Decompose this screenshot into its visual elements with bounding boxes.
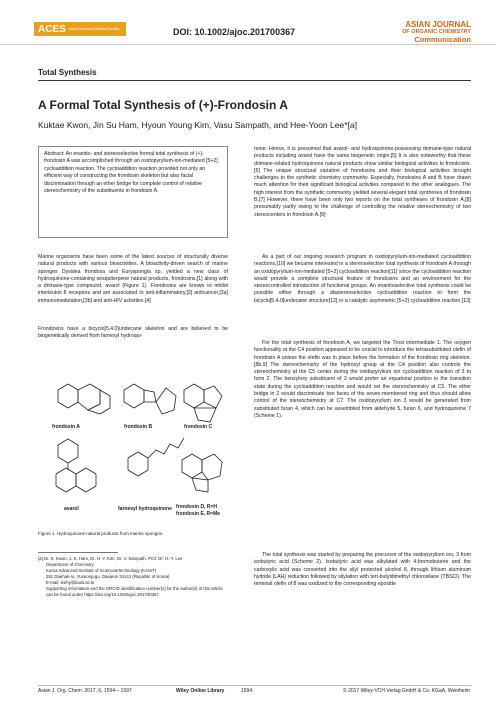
journal-name-line2: OF ORGANIC CHEMISTRY (402, 29, 471, 35)
figure-1 (38, 370, 228, 525)
author-list: Kuktae Kwon, Jin Su Ham, Hyoun Young Kim, Vasu Sampath, and Hee-Yoon Lee*[a] (38, 120, 357, 130)
footnote-line: [a] Dr. K. Kwon, J. S. Ham, Dr. H. Y. Kim, Dr. V. Sampath, Prof. Dr. H.-Y. Lee (38, 556, 183, 561)
frondosin-d-ring-2 (202, 454, 222, 480)
frondosin-d-ring-3 (192, 478, 208, 492)
right-paragraph-1: none. Hence, it is presumed that avarol- and hydroquinone-possessing drimane-type natural products including avarol have the same biogenetic origin.[5] It is also noteworthy that these drimane-related hydroquinone natural products show similar biological activities to frondosins.[6] The unique structural variation of frondosins and their biological activities brought challenges to the synthetic chemistry community. Especially, frondosins A and B have drawn much attention for their significant biological activities compared to the other analogues. The high interest from the synthetic community yielded several elegant total syntheses of frondosin B.[7] However, there have been only two reports on the total syntheses of frondosin A,[8] presumably partly owing to the challenge of controlling the relative stereochemistry of two stereocenters in frondosin A.[9] (254, 146, 471, 218)
article-title: A Formal Total Synthesis of (+)-Frondosin A (38, 98, 288, 112)
footnote-line: E-mail: leehy@kaist.ac.kr (46, 580, 95, 585)
header-divider (0, 44, 496, 45)
frondosin-b-ring-2 (144, 390, 156, 402)
farnesyl-chain (148, 438, 184, 458)
avarol-ring-2 (56, 468, 76, 492)
right-paragraph-2: As a part of our ongoing research program in oxidopyrylium-ion-mediated cycloaddition reactions,[10] we became interested in a stereoselective total synthesis of frondosin A through an oxidopyrylium-ion-mediated [5+2] cycloaddition reaction[11] since the cycloaddition reaction would provide a complete structural feature of frondosins and an environment for the stereocontrolled introduction of functional groups. An enantioselective total synthesis could be possible either through a diastereoselective cycloaddition reaction to form the bicyclo[5.4.0]undecane structure[12] or a catalytic asymmetric [5+2] cycloaddition reaction.[13] (254, 254, 471, 304)
right-paragraph-3: For the total synthesis of frondosin A, we targeted the Trost intermediate 1. The oxygen functionality at the C4 position appeared to be crucial to introduce the tetrasubstituted olefin of frondosin A unless the olefin was in place before the formation of the frondosin ring skeleton.[8b,9] The stereochemistry of the hydroxyl group at the C4 position also controls the stereochemistry at the C5 center during the oxidopyrylium ion cycloaddition reaction of 3 to form 2. The benzyloxy substituent of 3 would prefer an equatorial position in the transition state during the cycloaddition reaction and would set the stereochemistry at C5. The ether bridge in 2 would discriminate two faces of the seven-membered ring and thus should allow control of the stereochemistry at C7. The oxidopyrylium ion 3 would be generated from substituted furan 4, which can be assembled from aldehyde 5, furan 6, and hydroquinone 7 (Scheme 1). (254, 340, 471, 419)
page-number: 1594 (241, 688, 253, 694)
frondosin-b-ring-3 (156, 388, 176, 414)
footnote-line: Department of Chemistry (46, 562, 94, 567)
doi[interactable]: DOI: 10.1002/ajoc.201700367 (173, 27, 296, 37)
footer-copyright: © 2017 Wiley-VCH Verlag GmbH & Co. KGaA, Weinheim (343, 688, 470, 694)
avarol-ring-3 (76, 468, 96, 492)
section-heading: Total Synthesis (38, 68, 97, 77)
label-frondosin-a: frondosin A (52, 424, 80, 430)
logo-subtext: Asian Chemical Editorial Society (68, 27, 120, 31)
label-avarol: avarol (64, 506, 79, 512)
section-divider (38, 80, 471, 81)
article-type: Communication (414, 35, 471, 44)
footnote-line: 291 Daehak-ro, Yuseong-gu, Daejeon 34141 (Republic of Korea) (46, 574, 170, 579)
left-paragraph-2: Frondosins have a bicyclo[5.4.0]undecane skeleton and are believed to be biogenetically derived from farnesyl hydroqui- (38, 326, 228, 340)
frondosin-c-ring-3 (194, 408, 216, 422)
avarol-ring-1 (58, 439, 78, 463)
frondosin-a-ring-3 (88, 390, 110, 414)
frondosin-b-ring-1 (124, 384, 144, 408)
label-frondosin-c: frondosin C (184, 424, 213, 430)
journal-logo (34, 22, 126, 36)
logo-text: ACES (38, 23, 66, 35)
frondosin-a-ring-2 (78, 384, 100, 410)
supporting-info-note[interactable]: Supporting information and the ORCID identification number(s) for the author(s) of this article can be found under https://doi.org/10.1002/ajoc.201700367. (46, 586, 223, 597)
left-paragraph-1: Marine organisms have been some of the latest sources of structurally diverse natural products with various bioactivities. A bioactivity-driven search of marine sponges Dysidea frondosa and Euryspongia sp. yielded a new class of hydroquinone-containing sesquiterpene natural products, frondosins,[1] along with a drimane-type compound, avarol (Figure 1). Frondosins are known to inhibit interleukin 8 receptors and are associated to anti-inflammatory,[2] anticancer,[3a] immunomodulation,[3b] and anti-HIV activities.[4] (38, 254, 228, 304)
footer-citation: Asian J. Org. Chem. 2017, 6, 1594 – 1597 (38, 688, 132, 694)
frondosin-d-ring-1 (182, 454, 202, 478)
label-frondosin-e: frondosin E, R=Me (176, 511, 221, 517)
frondosin-c-ring-2 (204, 386, 222, 408)
frondosin-a-ring-1 (58, 384, 78, 408)
frondosin-c-ring-1 (184, 384, 204, 408)
figure-caption: Figure 1. Hydroquinone natural products from marine sponges. (38, 531, 164, 536)
abstract-box: Abstract: An enantio- and stereoselective formal total synthesis of (+)-frondosin A was accomplished through an oxidopyrylium-ion-mediated [5+2] cycloaddition reaction. The cycloaddition reaction provided not only an efficient way of constructing the frondosin skeleton but also facial discrimination through an ether bridge for complete control of relative stereochemistry of the substituents in frondosin A. (38, 146, 228, 238)
footnote (38, 556, 228, 598)
structures-drawing (38, 370, 228, 525)
right-paragraph-4: The total synthesis was started by preparing the precursor of the oxidopyrylium ion, 3 from isobutyric acid (Scheme 2). Isobutyric acid was alkylated with 4-bromobutene and the carboxylic acid was converted into the silyl protected alcohol 8, through lithium aluminum hydride (LAH) reduction followed by silylation with tert-butyldimethyl chlorosilane (TBSCl). The terminal olefin of 8 was oxidized to the corresponding epoxide (254, 552, 471, 588)
footnote-line: Korea Advanced Institute of Science&Technology (KAIST) (46, 568, 157, 573)
journal-name-line1: ASIAN JOURNAL (405, 20, 471, 29)
footer-library[interactable]: Wiley Online Library (176, 688, 225, 694)
footer-divider (38, 685, 471, 686)
footnote-divider (38, 552, 118, 553)
farnesyl-hq-ring (128, 452, 148, 476)
label-frondosin-d: frondosin D, R=H (176, 504, 217, 510)
label-frondosin-b: frondosin B (124, 424, 153, 430)
label-farnesyl-hydroquinone: farnesyl hydroquinone (118, 506, 172, 512)
